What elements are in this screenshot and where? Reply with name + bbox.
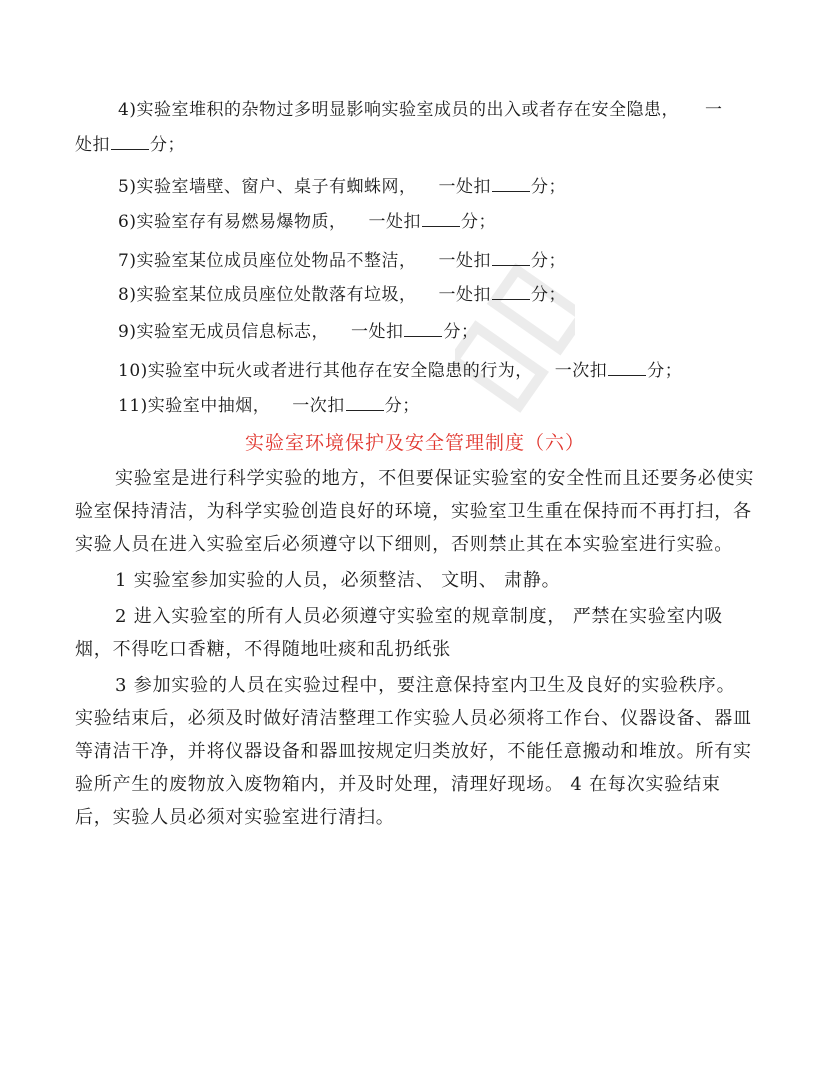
score-blank	[404, 322, 442, 337]
rule-item-4: 4)实验室堆积的杂物过多明显影响实验室成员的出入或者存在安全隐患， 一	[118, 100, 723, 120]
intro-paragraph: 实验室是进行科学实验的地方，不但要保证实验室的安全性而且还要务必使实验室保持清洁，为科学实验创造良好的环境，实验室卫生重在保持而不再打扫，各实验人员在进入实验室后必须遵守以下细则，否则禁止其在本实验室进行实验。	[75, 468, 755, 555]
rule-item-7: 7)实验室某位成员座位处物品不整洁， 一处扣 分；	[118, 251, 566, 271]
rule-item-11: 11)实验室中抽烟， 一次扣 分；	[118, 396, 420, 416]
score-blank	[492, 177, 530, 192]
score-blank	[111, 135, 149, 150]
rule-item-5: 5)实验室墙壁、窗户、桌子有蜘蛛网， 一处扣 分；	[118, 177, 566, 197]
score-blank	[346, 396, 384, 411]
rule-item-4-continuation: 处扣 分；	[75, 135, 185, 155]
rule-item-6: 6)实验室存有易燃易爆物质， 一处扣 分；	[118, 212, 496, 232]
rule-item-8: 8)实验室某位成员座位处散落有垃圾， 一处扣 分；	[118, 285, 566, 305]
score-blank	[492, 251, 530, 266]
item-2-paragraph: 2 进入实验室的所有人员必须遵守实验室的规章制度， 严禁在实验室内吸烟，不得吃口香糖，不得随地吐痰和乱扔纸张	[75, 606, 724, 660]
score-blank	[422, 212, 460, 227]
item-1-paragraph: 1 实验室参加实验的人员，必须整洁、 文明、 肃静。	[115, 570, 561, 591]
rule-item-9: 9)实验室无成员信息标志， 一处扣 分；	[118, 322, 479, 342]
score-blank	[492, 285, 530, 300]
rule-item-10: 10)实验室中玩火或者进行其他存在安全隐患的行为， 一次扣 分；	[118, 361, 683, 381]
body-text	[75, 462, 755, 834]
item-3-paragraph: 3 参加实验的人员在实验过程中，要注意保持室内卫生及良好的实验秩序。 实验结束后，必须及时做好清洁整理工作实验人员必须将工作台、仪器设备、器皿等清洁干净，并将仪器设备和器皿按规定归类放好，不能任意搬动和堆放。所有实验所产生的废物放入废物箱内，并及时处理，清理好现场。 4 在每次实验结束后，实验人员必须对实验室进行清扫。	[75, 675, 752, 828]
score-blank	[608, 361, 646, 376]
section-title: 实验室环境保护及安全管理制度（六）	[244, 432, 585, 454]
